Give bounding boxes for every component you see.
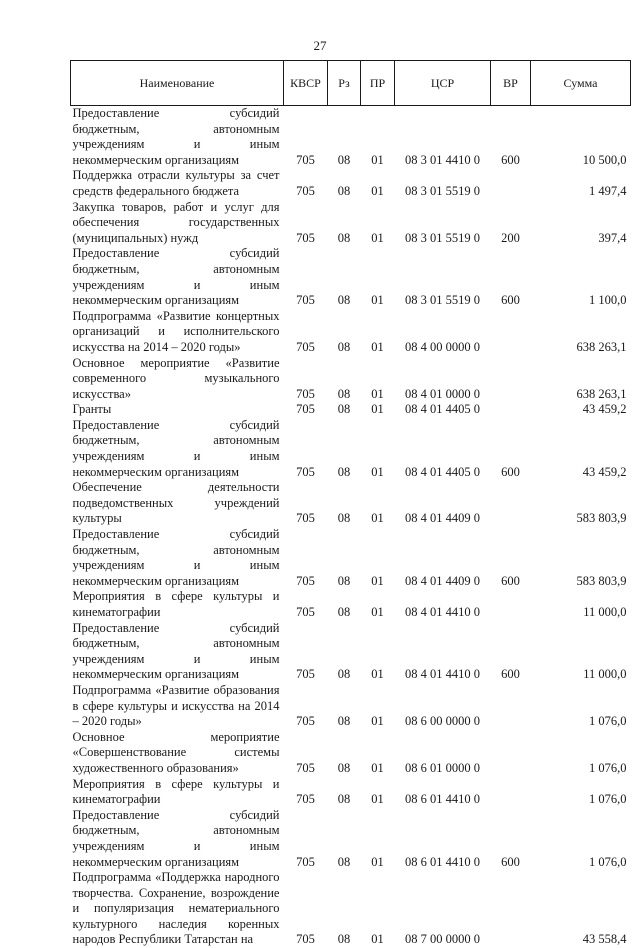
cell-kvsr: 705	[284, 870, 328, 948]
cell-rz: 08	[328, 527, 361, 589]
cell-vr: 600	[491, 418, 531, 480]
cell-sum: 43 558,4	[531, 870, 631, 948]
cell-csr: 08 6 00 0000 0	[395, 683, 491, 730]
header-name: Наименование	[71, 61, 284, 106]
cell-sum: 10 500,0	[531, 106, 631, 169]
cell-vr	[491, 356, 531, 403]
cell-pr: 01	[361, 621, 395, 683]
table-row	[71, 418, 631, 480]
cell-name: Подпрограмма «Развитие концертных организаций и исполнительского искусства на 2014 – 2020 годы»	[71, 309, 284, 356]
cell-sum: 1 076,0	[531, 808, 631, 870]
header-csr: ЦСР	[395, 61, 491, 106]
cell-vr	[491, 730, 531, 777]
cell-name: Предоставление субсидий бюджетным, автономным учреждениям и иным некоммерческим организациям	[71, 527, 284, 589]
table-row	[71, 200, 631, 247]
table-row	[71, 480, 631, 527]
cell-sum: 583 803,9	[531, 480, 631, 527]
cell-pr: 01	[361, 246, 395, 308]
cell-csr: 08 4 01 4405 0	[395, 402, 491, 418]
cell-kvsr: 705	[284, 309, 328, 356]
cell-vr: 600	[491, 621, 531, 683]
cell-pr: 01	[361, 309, 395, 356]
cell-vr: 200	[491, 200, 531, 247]
cell-kvsr: 705	[284, 418, 328, 480]
cell-csr: 08 4 01 4410 0	[395, 589, 491, 620]
cell-sum: 1 100,0	[531, 246, 631, 308]
cell-csr: 08 4 01 4409 0	[395, 527, 491, 589]
cell-pr: 01	[361, 683, 395, 730]
cell-pr: 01	[361, 402, 395, 418]
cell-rz: 08	[328, 168, 361, 199]
cell-name: Подпрограмма «Развитие образования в сфере культуры и искусства на 2014 – 2020 годы»	[71, 683, 284, 730]
cell-csr: 08 4 01 4405 0	[395, 418, 491, 480]
cell-rz: 08	[328, 402, 361, 418]
cell-sum: 43 459,2	[531, 418, 631, 480]
cell-csr: 08 4 01 0000 0	[395, 356, 491, 403]
cell-kvsr: 705	[284, 527, 328, 589]
cell-name: Предоставление субсидий бюджетным, автономным учреждениям и иным некоммерческим организациям	[71, 621, 284, 683]
cell-csr: 08 7 00 0000 0	[395, 870, 491, 948]
cell-vr	[491, 168, 531, 199]
table-body	[71, 106, 631, 948]
cell-sum: 397,4	[531, 200, 631, 247]
cell-name: Основное мероприятие «Совершенствование системы художественного образования»	[71, 730, 284, 777]
cell-name: Предоставление субсидий бюджетным, автономным учреждениям и иным некоммерческим организациям	[71, 808, 284, 870]
cell-name: Мероприятия в сфере культуры и кинематографии	[71, 589, 284, 620]
cell-kvsr: 705	[284, 168, 328, 199]
cell-kvsr: 705	[284, 683, 328, 730]
cell-csr: 08 4 01 4410 0	[395, 621, 491, 683]
header-kvsr: КВСР	[284, 61, 328, 106]
cell-pr: 01	[361, 730, 395, 777]
table-row	[71, 730, 631, 777]
cell-pr: 01	[361, 777, 395, 808]
cell-pr: 01	[361, 527, 395, 589]
cell-pr: 01	[361, 200, 395, 247]
cell-kvsr: 705	[284, 808, 328, 870]
budget-table	[70, 60, 631, 948]
cell-sum: 1 497,4	[531, 168, 631, 199]
cell-rz: 08	[328, 309, 361, 356]
cell-rz: 08	[328, 589, 361, 620]
cell-pr: 01	[361, 418, 395, 480]
cell-rz: 08	[328, 246, 361, 308]
cell-sum: 1 076,0	[531, 777, 631, 808]
cell-kvsr: 705	[284, 621, 328, 683]
cell-rz: 08	[328, 870, 361, 948]
cell-vr	[491, 309, 531, 356]
cell-csr: 08 6 01 0000 0	[395, 730, 491, 777]
table-row	[71, 309, 631, 356]
cell-rz: 08	[328, 418, 361, 480]
cell-name: Основное мероприятие «Развитие современного музыкального искусства»	[71, 356, 284, 403]
table-row	[71, 168, 631, 199]
cell-sum: 1 076,0	[531, 730, 631, 777]
cell-csr: 08 3 01 4410 0	[395, 106, 491, 169]
page-number: 27	[0, 38, 640, 54]
table-row	[71, 402, 631, 418]
cell-rz: 08	[328, 777, 361, 808]
cell-rz: 08	[328, 808, 361, 870]
cell-rz: 08	[328, 621, 361, 683]
table-header	[71, 61, 631, 106]
cell-vr	[491, 402, 531, 418]
cell-pr: 01	[361, 356, 395, 403]
cell-rz: 08	[328, 200, 361, 247]
cell-csr: 08 6 01 4410 0	[395, 808, 491, 870]
cell-kvsr: 705	[284, 106, 328, 169]
cell-sum: 638 263,1	[531, 356, 631, 403]
cell-csr: 08 4 00 0000 0	[395, 309, 491, 356]
cell-csr: 08 3 01 5519 0	[395, 246, 491, 308]
cell-csr: 08 3 01 5519 0	[395, 168, 491, 199]
table-row	[71, 870, 631, 948]
table-row	[71, 683, 631, 730]
cell-vr: 600	[491, 808, 531, 870]
cell-sum: 638 263,1	[531, 309, 631, 356]
cell-name: Поддержка отрасли культуры за счет средств федерального бюджета	[71, 168, 284, 199]
cell-pr: 01	[361, 870, 395, 948]
cell-pr: 01	[361, 808, 395, 870]
cell-sum: 11 000,0	[531, 589, 631, 620]
cell-vr: 600	[491, 246, 531, 308]
cell-vr	[491, 870, 531, 948]
header-pr: ПР	[361, 61, 395, 106]
table-row	[71, 356, 631, 403]
table-row	[71, 777, 631, 808]
table-row	[71, 621, 631, 683]
cell-rz: 08	[328, 480, 361, 527]
cell-kvsr: 705	[284, 730, 328, 777]
cell-name: Предоставление субсидий бюджетным, автономным учреждениям и иным некоммерческим организациям	[71, 246, 284, 308]
header-rz: Рз	[328, 61, 361, 106]
cell-vr: 600	[491, 106, 531, 169]
cell-rz: 08	[328, 683, 361, 730]
cell-csr: 08 3 01 5519 0	[395, 200, 491, 247]
cell-sum: 43 459,2	[531, 402, 631, 418]
cell-rz: 08	[328, 106, 361, 169]
cell-name: Гранты	[71, 402, 284, 418]
cell-vr	[491, 480, 531, 527]
cell-vr	[491, 683, 531, 730]
cell-rz: 08	[328, 356, 361, 403]
cell-name: Предоставление субсидий бюджетным, автономным учреждениям и иным некоммерческим организациям	[71, 106, 284, 169]
cell-pr: 01	[361, 106, 395, 169]
cell-sum: 583 803,9	[531, 527, 631, 589]
table-row	[71, 246, 631, 308]
cell-pr: 01	[361, 168, 395, 199]
cell-kvsr: 705	[284, 246, 328, 308]
cell-name: Подпрограмма «Поддержка народного творчества. Сохранение, возрождение и популяризация нематериального культурного наследия коренных народов Республики Татарстан на	[71, 870, 284, 948]
cell-kvsr: 705	[284, 777, 328, 808]
cell-pr: 01	[361, 480, 395, 527]
table-row	[71, 589, 631, 620]
table-row	[71, 527, 631, 589]
cell-name: Предоставление субсидий бюджетным, автономным учреждениям и иным некоммерческим организациям	[71, 418, 284, 480]
cell-vr	[491, 589, 531, 620]
cell-kvsr: 705	[284, 589, 328, 620]
cell-name: Мероприятия в сфере культуры и кинематографии	[71, 777, 284, 808]
cell-sum: 1 076,0	[531, 683, 631, 730]
table-row	[71, 808, 631, 870]
header-vr: ВР	[491, 61, 531, 106]
cell-sum: 11 000,0	[531, 621, 631, 683]
cell-kvsr: 705	[284, 356, 328, 403]
cell-vr: 600	[491, 527, 531, 589]
cell-csr: 08 4 01 4409 0	[395, 480, 491, 527]
cell-kvsr: 705	[284, 480, 328, 527]
cell-kvsr: 705	[284, 402, 328, 418]
cell-name: Обеспечение деятельности подведомственных учреждений культуры	[71, 480, 284, 527]
cell-kvsr: 705	[284, 200, 328, 247]
cell-rz: 08	[328, 730, 361, 777]
cell-pr: 01	[361, 589, 395, 620]
header-sum: Сумма	[531, 61, 631, 106]
cell-csr: 08 6 01 4410 0	[395, 777, 491, 808]
table-row	[71, 106, 631, 169]
cell-name: Закупка товаров, работ и услуг для обеспечения государственных (муниципальных) нужд	[71, 200, 284, 247]
cell-vr	[491, 777, 531, 808]
